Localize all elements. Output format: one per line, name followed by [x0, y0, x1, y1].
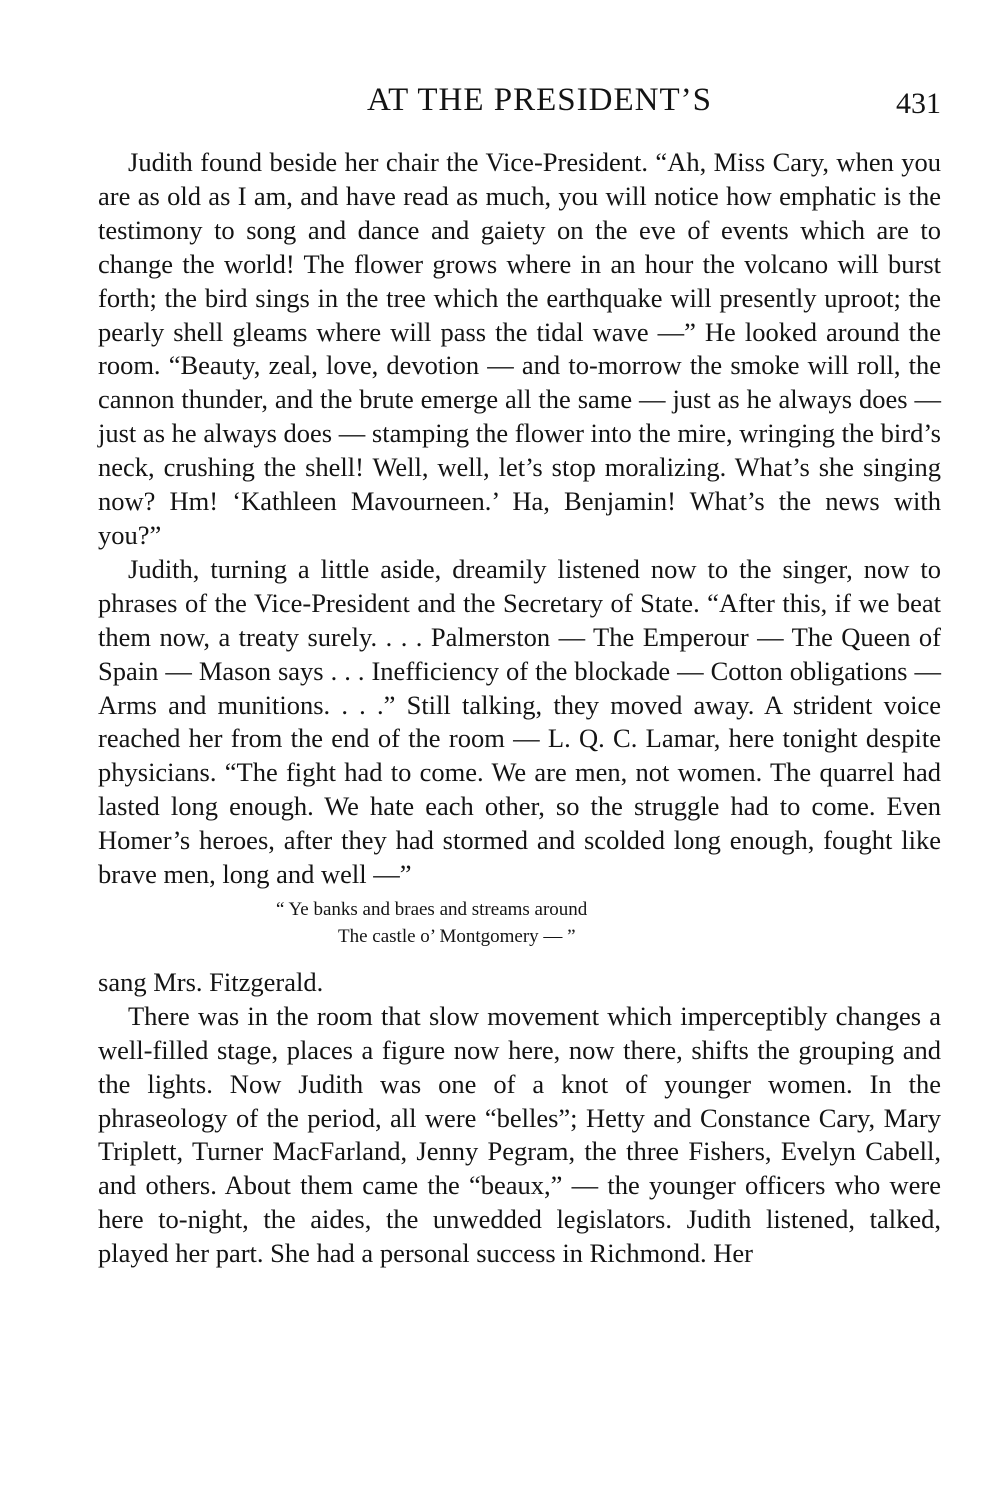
verse-line: The castle o’ Montgomery — ” — [338, 925, 576, 947]
paragraph-vice-president: Judith found beside her chair the Vice-President. “Ah, Miss Cary, when you are as old as I am, and have read as much, you will notice how emphatic is the testimony to song and dance and gaiety on the eve of events which are to change the world! The flower grows where in an hour the volcano will burst forth; the bird sings in the tree which the earthquake will presently uproot; the pearly shell gleams where will pass the tidal wave —” He looked around the room. “Beauty, zeal, love, devotion — and to-morrow the smoke will roll, the cannon thunder, and the brute emerge all the same — just as he always does — just as he always does — stamping the flower into the mire, wringing the bird’s neck, crushing the shell! Well, well, let’s stop moralizing. What’s she singing now? Hm! ‘Kathleen Mavourneen.’ Ha, Benjamin! What’s the news with you?” — [98, 147, 941, 550]
running-title: AT THE PRESIDENT’S — [367, 82, 712, 118]
body-text — [98, 146, 941, 1271]
page-number: 431 — [896, 87, 941, 120]
running-head — [98, 78, 941, 122]
paragraph-judith-listening: Judith, turning a little aside, dreamily listened now to the singer, now to phrases of the Vice-President and the Secretary of State. “After this, if we beat them now, a treaty surely. . . . Palmerston — The Emperour — The Queen of Spain — Mason says . . . Inefficiency of the blockade — Cotton obligations — Arms and munitions. . . .” Still talking, they moved away. A strident voice reached her from the end of the room — L. Q. C. Lamar, here tonight despite physicians. “The fight had to come. We are men, not women. The quarrel had lasted long enough. We hate each other, so the struggle had to come. Even Homer’s heroes, after they had stormed and scolded long enough, fought like brave men, long and well —” — [98, 553, 941, 890]
verse-attribution: sang Mrs. Fitzgerald. — [98, 966, 324, 997]
paragraph-belles: There was in the room that slow movement which imperceptibly changes a well-filled stage, places a figure now here, now there, shifts the grouping and the lights. Now Judith was one of a knot of younger women. In the phraseology of the period, all were “belles”; Hetty and Constance Cary, Mary Triplett, Turner MacFarland, Jenny Pegram, the three Fishers, Evelyn Cabell, and others. About them came the “beaux,” — the younger officers who were here to-night, the aides, the unwedded legislators. Judith listened, talked, played her part. She had a personal success in Richmond. Her — [98, 1000, 941, 1269]
verse-line: “ Ye banks and braes and streams around — [276, 898, 588, 920]
song-verse — [98, 892, 941, 966]
